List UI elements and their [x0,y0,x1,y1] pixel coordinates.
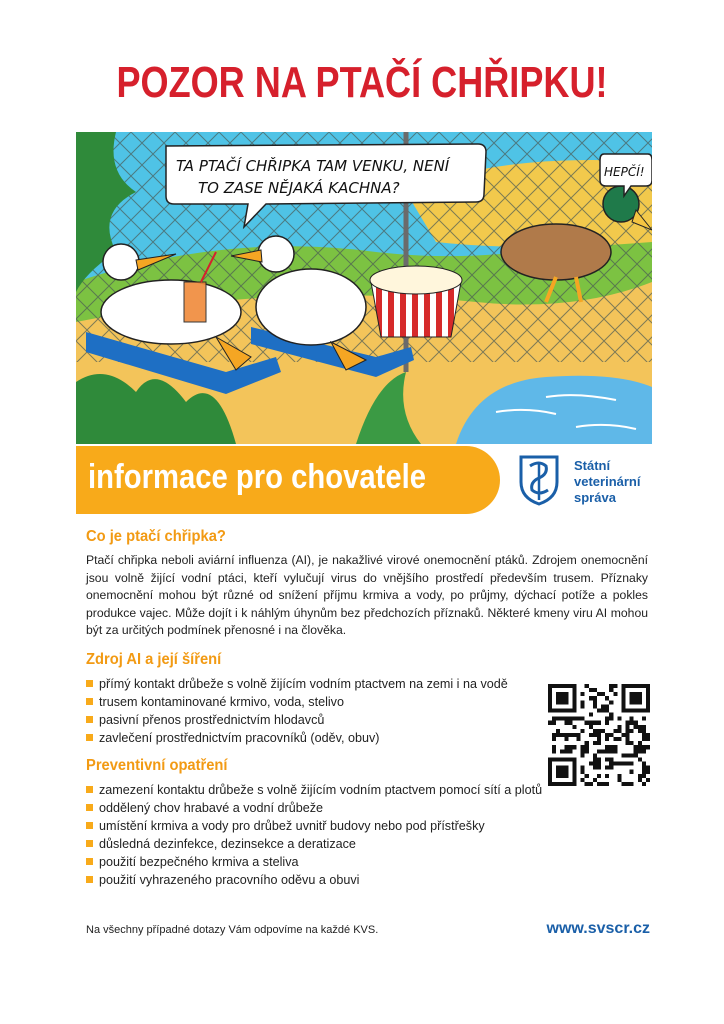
list-item-text: umístění krmiva a vody pro drůbež uvnitř budovy nebo pod přístřešky [99,818,485,833]
bullet-icon [86,734,93,741]
banner-background [76,446,500,514]
footer-note: Na všechny případné dotazy Vám odpovíme na každé KVS. [86,924,379,936]
list-item [86,871,648,889]
list-item-text: pasivní přenos prostřednictvím hlodavců [99,712,325,727]
list-item-text: použití vyhrazeného pracovního oděvu a obuvi [99,872,360,887]
bullet-icon [86,804,93,811]
section-heading-prevention: Preventivní opatření [86,756,228,774]
svs-logo-text [574,458,640,506]
logo-line-2: veterinární [574,474,641,489]
list-item [86,835,648,853]
bullet-icon [86,680,93,687]
prevention-list [86,781,648,889]
website-link[interactable]: www.svscr.cz [546,920,650,937]
mallard-body [501,224,611,280]
list-item-text: zavlečení prostřednictvím pracovníků (oděv, obuv) [99,730,380,745]
section-text-what: Ptačí chřipka neboli aviární influenza (AI), je nakažlivé virové onemocnění ptáků. Zdrojem onemocnění jsou volně žijící vodní ptáci, kteří vylučují virus do vnějšího prostředí především trusem. Příznaky onemocnění mohou být různé od snížení příjmu krmiva a vody, po průjmy, dýchací potíže a pokles produkce vajec. Může dojít i k náhlým úhynům bez předchozích příznaků. Některé kmeny viru AI mohou být za určitých podmínek přenosné i na člověka. [86,553,648,637]
svs-emblem-icon [518,454,560,506]
info-banner [76,446,652,514]
list-item-text: použití bezpečného krmiva a steliva [99,854,299,869]
speech-bubble-duck-line1: TA PTAČÍ CHŘIPKA TAM VENKU, NENÍ [176,157,450,175]
page-title: POZOR NA PTAČÍ CHŘIPKU! [116,58,608,107]
list-item-text: přímý kontakt drůbeže s volně žijícím vodním ptactvem na zemi i na vodě [99,676,508,691]
list-item [86,853,648,871]
bullet-icon [86,698,93,705]
logo-line-1: Státní [574,458,611,473]
bullet-icon [86,876,93,883]
svs-logo [516,454,652,510]
list-item-text: důsledná dezinfekce, dezinsekce a deratizace [99,836,356,851]
list-item-text: oddělený chov hrabavé a vodní drůbeže [99,800,324,815]
section-heading-what: Co je ptačí chřipka? [86,528,226,545]
logo-line-3: správa [574,490,616,505]
banner-text: informace pro chovatele [88,458,426,496]
list-item [86,817,648,835]
bullet-icon [86,858,93,865]
list-item [86,799,648,817]
bullet-icon [86,716,93,723]
bullet-icon [86,822,93,829]
list-item-text: trusem kontaminované krmivo, voda, stelivo [99,694,344,709]
bullet-icon [86,840,93,847]
speech-bubble-mallard-text: HEPČÍ! [604,165,645,179]
section-heading-source: Zdroj AI a její šíření [86,650,222,668]
qr-code[interactable] [548,684,650,786]
list-item-text: zamezení kontaktu drůbeže s volně žijícím vodním ptactvem pomocí sítí a plotů [99,782,543,797]
speech-bubble-duck-line2: TO ZASE NĚJAKÁ KACHNA? [198,179,400,197]
comic-illustration [76,132,652,444]
bullet-icon [86,786,93,793]
